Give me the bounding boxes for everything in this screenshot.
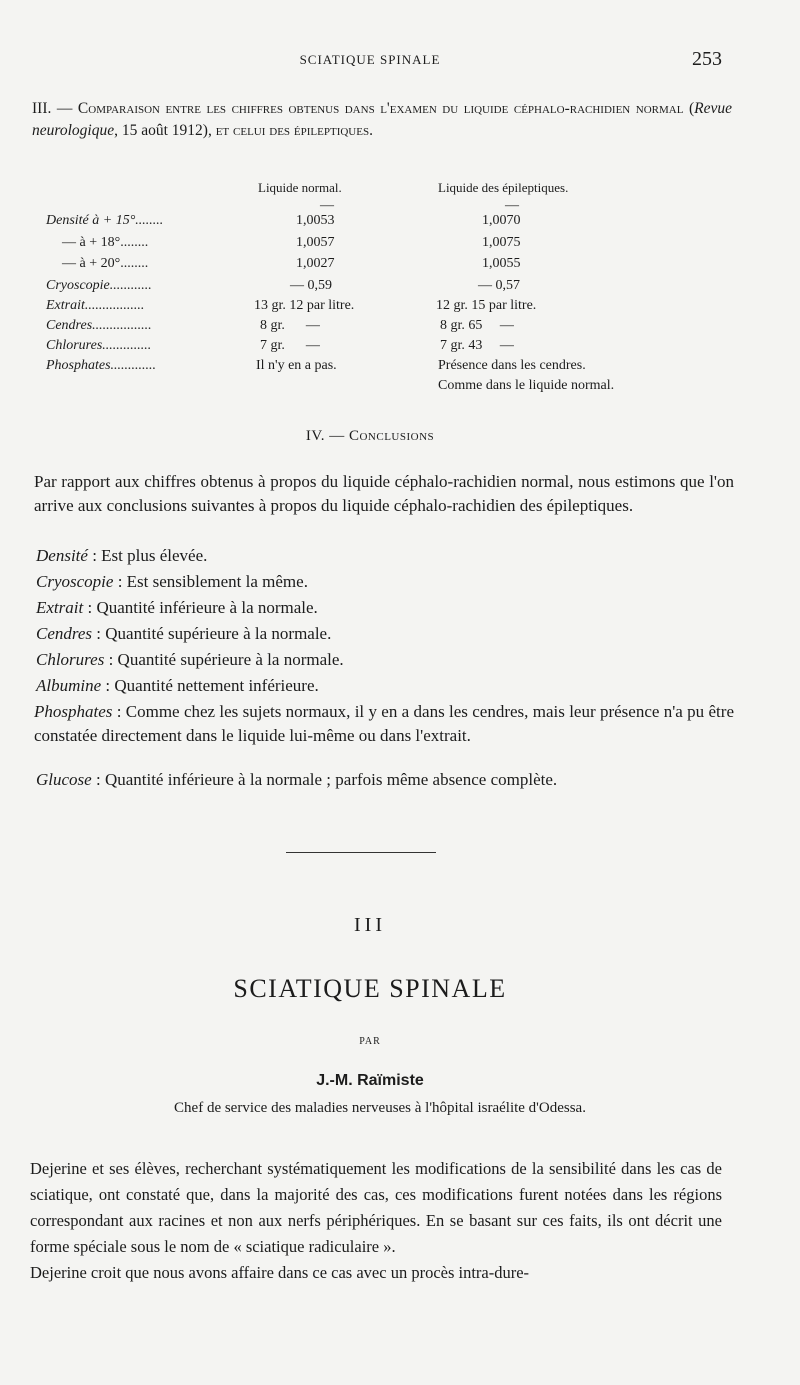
conclusion-item: Densité : Est plus élevée. bbox=[36, 546, 208, 565]
row-label: — à + 18°........ bbox=[62, 235, 149, 250]
column-dash-normal: — bbox=[320, 198, 334, 213]
row-label: Densité à + 15°........ bbox=[46, 213, 164, 228]
conclusion-item: Extrait : Quantité inférieure à la normale. bbox=[36, 598, 318, 617]
column-header-normal: Liquide normal. bbox=[258, 180, 342, 195]
cell-epileptic: Présence dans les cendres. bbox=[438, 358, 586, 373]
column-header-epileptic: Liquide des épileptiques. bbox=[438, 180, 569, 195]
citation-date: , 15 août 1912 bbox=[114, 122, 203, 139]
conclusion-term: Cendres bbox=[36, 624, 93, 643]
section-3-lead: III. — Comparaison entre les chiffres obtenus dans l'examen du liquide céphalo-rachidien normal ( bbox=[32, 100, 695, 117]
section-4-heading: IV. — Conclusions bbox=[305, 428, 435, 444]
running-title: SCIATIQUE SPINALE bbox=[299, 52, 441, 67]
intro-paragraph-2: Dejerine croit que nous avons affaire dans ce cas avec un procès intra-dure- bbox=[30, 1263, 530, 1282]
conclusions-intro: Par rapport aux chiffres obtenus à propos du liquide céphalo-rachidien normal, nous estimons que l'on arrive aux conclusions suivantes à propos du liquide céphalo-rachidien des épileptiques. bbox=[34, 472, 734, 515]
cell-normal: 7 gr. — bbox=[260, 338, 320, 353]
cell-normal: 1,0027 bbox=[296, 256, 335, 271]
chapter-title: SCIATIQUE SPINALE bbox=[233, 974, 507, 1003]
conclusion-item: Albumine : Quantité nettement inférieure. bbox=[36, 676, 319, 695]
cell-epileptic: 1,0070 bbox=[482, 213, 521, 228]
section-divider bbox=[286, 852, 436, 853]
conclusion-phosphates: Phosphates : Comme chez les sujets normaux, il y en a dans les cendres, mais leur présence n'a pu être constatée directement dans le liquide lui-même ou dans l'extrait. bbox=[34, 702, 734, 745]
conclusion-glucose: Glucose : Quantité inférieure à la normale ; parfois même absence complète. bbox=[36, 770, 558, 789]
row-label: Chlorures.............. bbox=[46, 338, 152, 353]
cell-epileptic: 7 gr. 43 — bbox=[440, 338, 514, 353]
conclusion-term: Albumine bbox=[36, 676, 102, 695]
conclusion-term: Cryoscopie bbox=[36, 572, 114, 591]
cell-epileptic: 1,0075 bbox=[482, 235, 521, 250]
row-label: Phosphates............. bbox=[46, 358, 157, 373]
cell-epileptic: Comme dans le liquide normal. bbox=[438, 378, 615, 393]
intro-paragraph-1: Dejerine et ses élèves, recherchant systématiquement les modifications de la sensibilité dans les cas de sciatique, ont constaté que, dans la majorité des cas, ces modifications furent notées dans les régions correspondant aux racines et non aux nerfs périphériques. En se basant sur ces faits, ils ont décrit une forme spéciale sous le nom de « sciatique radiculaire ». bbox=[30, 1159, 722, 1256]
cell-normal: 1,0053 bbox=[296, 213, 335, 228]
author-affiliation: Chef de service des maladies nerveuses à l'hôpital israélite d'Odessa. bbox=[174, 1100, 586, 1116]
cell-normal: 13 gr. 12 par litre. bbox=[254, 298, 355, 313]
column-dash-epileptic: — bbox=[505, 198, 519, 213]
citation-title: Revue neurologique bbox=[32, 100, 732, 139]
conclusion-term: Extrait bbox=[36, 598, 84, 617]
row-label: Cendres................. bbox=[46, 318, 152, 333]
byline-par: PAR bbox=[359, 1036, 381, 1047]
conclusion-term: Phosphates bbox=[34, 702, 113, 721]
conclusion-item: Chlorures : Quantité supérieure à la normale. bbox=[36, 650, 344, 669]
conclusion-term: Densité bbox=[36, 546, 88, 565]
row-label: — à + 20°........ bbox=[62, 256, 149, 271]
row-label: Extrait................. bbox=[46, 298, 145, 313]
chapter-number: III bbox=[354, 914, 386, 936]
cell-epileptic: 8 gr. 65 — bbox=[440, 318, 514, 333]
page-number: 253 bbox=[692, 48, 722, 70]
conclusion-item: Cendres : Quantité supérieure à la normale. bbox=[36, 624, 332, 643]
cell-normal: — 0,59 bbox=[290, 278, 332, 293]
section-3-heading bbox=[32, 98, 732, 142]
section-3-tail: ), et celui des épileptiques. bbox=[202, 122, 373, 139]
chapter-intro bbox=[30, 1156, 722, 1286]
row-label: Cryoscopie............ bbox=[46, 278, 152, 293]
cell-normal: 1,0057 bbox=[296, 235, 335, 250]
cell-normal: Il n'y en a pas. bbox=[256, 358, 337, 373]
cell-epileptic: 1,0055 bbox=[482, 256, 521, 271]
conclusion-item: Cryoscopie : Est sensiblement la même. bbox=[36, 572, 308, 591]
conclusion-term: Glucose bbox=[36, 770, 92, 789]
author-name: J.-M. Raïmiste bbox=[316, 1072, 424, 1089]
cell-epileptic: 12 gr. 15 par litre. bbox=[436, 298, 537, 313]
conclusion-term: Chlorures bbox=[36, 650, 105, 669]
cell-epileptic: — 0,57 bbox=[478, 278, 520, 293]
cell-normal: 8 gr. — bbox=[260, 318, 320, 333]
